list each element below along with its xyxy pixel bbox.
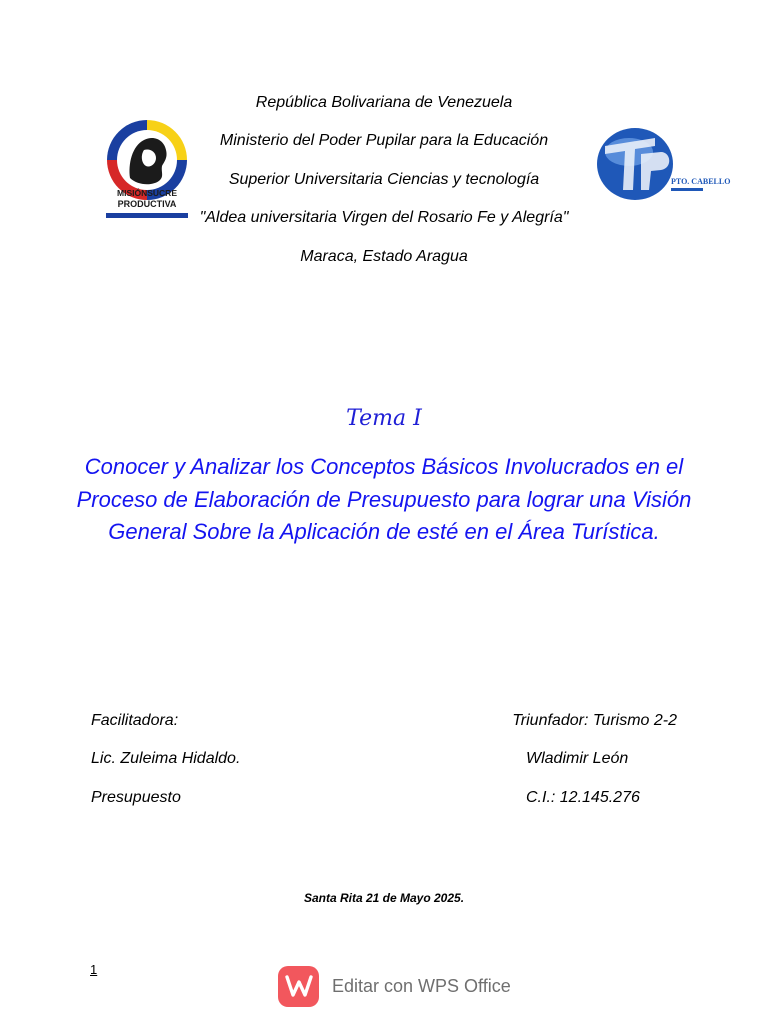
header-aldea: "Aldea universitaria Virgen del Rosario Fe y Alegría" bbox=[199, 209, 569, 226]
document-title: Conocer y Analizar los Conceptos Básicos Involucrados en el Proceso de Elaboración de Presupuesto para lograr una Visión General Sobre la Aplicación de esté en el Área Turística. bbox=[76, 454, 692, 544]
facilitator-name: Lic. Zuleima Hidaldo. bbox=[91, 750, 241, 767]
facilitator-label: Facilitadora: bbox=[91, 712, 179, 729]
header-institution: Superior Universitaria Ciencias y tecnología bbox=[228, 171, 540, 188]
student-label: Triunfador: Turismo 2-2 bbox=[512, 712, 677, 729]
page-number: 1 bbox=[90, 962, 98, 977]
wps-edit-button[interactable] bbox=[278, 964, 511, 1008]
svg-text:PRODUCTIVA: PRODUCTIVA bbox=[117, 199, 177, 209]
mision-sucre-logo bbox=[104, 116, 190, 226]
svg-text:PTO. CABELLO: PTO. CABELLO bbox=[671, 177, 731, 186]
wps-office-icon bbox=[278, 966, 319, 1007]
svg-text:MISIÓNSUCRE: MISIÓNSUCRE bbox=[117, 188, 177, 198]
student-id: C.I.: 12.145.276 bbox=[526, 789, 640, 806]
header-republic: República Bolivariana de Venezuela bbox=[255, 94, 513, 111]
subject-name: Presupuesto bbox=[91, 789, 181, 806]
header-location: Maraca, Estado Aragua bbox=[300, 248, 468, 265]
student-name: Wladimir León bbox=[526, 750, 629, 767]
iutpc-logo bbox=[595, 124, 731, 206]
wps-edit-label: Editar con WPS Office bbox=[332, 975, 511, 996]
document-date: Santa Rita 21 de Mayo 2025. bbox=[303, 891, 465, 905]
header-ministry: Ministerio del Poder Pupilar para la Educación bbox=[219, 132, 549, 149]
topic-heading: Tema I bbox=[346, 406, 422, 431]
